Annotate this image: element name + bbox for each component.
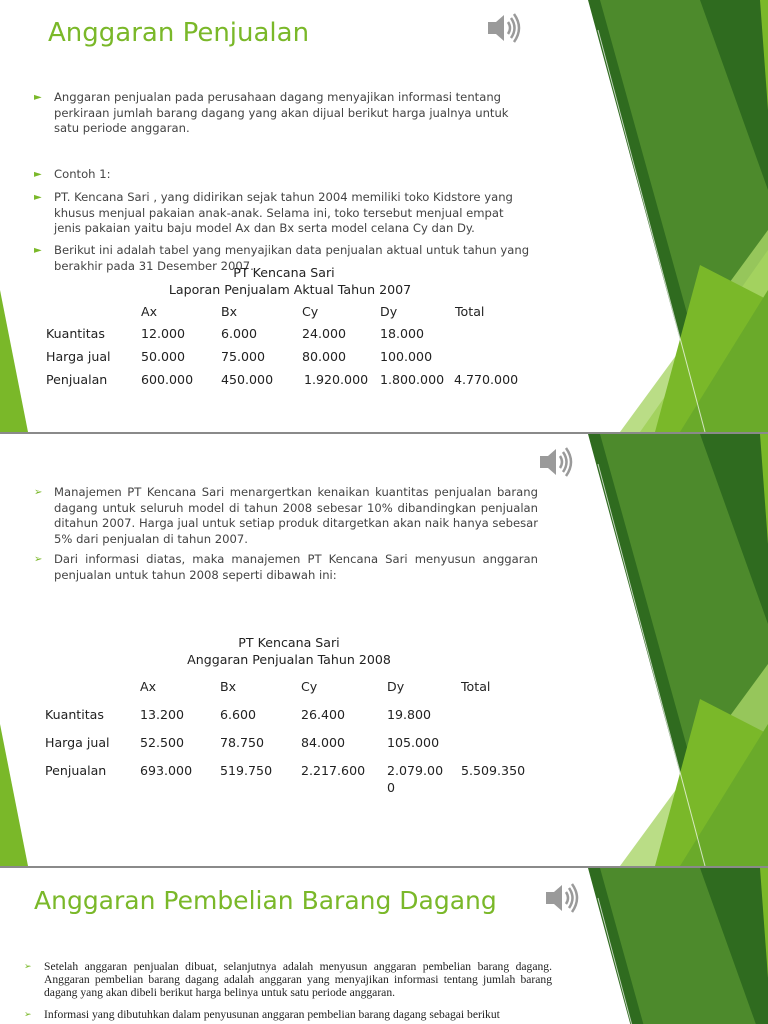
col-header-ax: Ax <box>141 304 158 319</box>
table-title: PT Kencana Sari <box>238 635 340 650</box>
cell: 24.000 <box>302 326 347 341</box>
cell-wrap: 0 <box>387 780 396 795</box>
slide-1 <box>0 0 768 432</box>
bullet-text: Dari informasi diatas, maka manajemen PT Kencana Sari menyusun anggaran penjualan untuk tahun 2008 seperti dibawah ini: <box>54 552 538 582</box>
col-header-bx: Bx <box>220 679 237 694</box>
chevron-bullet-icon: ➢ <box>34 487 43 498</box>
bullet-text: Berikut ini adalah tabel yang menyajikan data penjualan aktual untuk tahun yang berakhir pada 31 Desember 2007. <box>54 243 530 273</box>
cell: 84.000 <box>301 735 346 750</box>
row-label: Penjualan <box>45 763 107 778</box>
cell: 52.500 <box>140 735 185 750</box>
cell: 6.600 <box>220 707 257 722</box>
cell: 105.000 <box>387 735 440 750</box>
cell: 2.079.00 <box>387 763 444 778</box>
row-label: Harga jual <box>45 735 110 750</box>
cell: 1.800.000 <box>380 372 445 387</box>
bullet-text: Setelah anggaran penjualan dibuat, selanjutnya adalah menyusun anggaran pembelian barang dagang. Anggaran pembelian barang dagang adalah anggaran yang menyajikan informasi tentang jumlah barang dagang yang akan dibeli berikut harga belinya untuk satu periode anggaran. <box>44 960 552 999</box>
cell: 18.000 <box>380 326 425 341</box>
chevron-bullet-icon: ➢ <box>24 962 32 972</box>
cell: 13.200 <box>140 707 185 722</box>
cell: 6.000 <box>221 326 258 341</box>
cell: 75.000 <box>221 349 266 364</box>
col-header-ax: Ax <box>140 679 157 694</box>
slide-3 <box>0 868 768 1024</box>
table-subtitle: Laporan Penjualam Aktual Tahun 2007 <box>168 282 412 297</box>
chevron-bullet-icon: ➢ <box>24 1010 32 1020</box>
slide-title: Anggaran Penjualan <box>48 18 310 48</box>
cell: 50.000 <box>141 349 186 364</box>
bullet-text: Manajemen PT Kencana Sari menargertkan kenaikan kuantitas penjualan barang dagang untuk seluruh model di tahun 2008 sebesar 10% dibandingkan penjualan ditahun 2007. Harga jual untuk setiap produk ditargetkan akan naik hanya sebesar 5% dari penjualan di tahun 2007. <box>54 485 538 546</box>
col-header-dy: Dy <box>380 304 398 319</box>
table-subtitle: Anggaran Penjualan Tahun 2008 <box>187 652 391 667</box>
row-label: Harga jual <box>46 349 111 364</box>
row-label: Kuantitas <box>45 707 104 722</box>
cell: 5.509.350 <box>461 763 526 778</box>
slide-2 <box>0 434 768 866</box>
cell: 693.000 <box>140 763 193 778</box>
cell: 1.920.000 <box>304 372 369 387</box>
cell: 600.000 <box>141 372 194 387</box>
col-header-total: Total <box>455 304 485 319</box>
col-header-cy: Cy <box>301 679 318 694</box>
bullet-text: Contoh 1: <box>54 167 111 181</box>
bullet-text: Anggaran penjualan pada perusahaan dagang menyajikan informasi tentang perkiraan jumlah barang dagang yang akan dijual berikut harga jualnya untuk satu periode anggaran. <box>54 90 509 135</box>
speaker-icon[interactable] <box>542 878 582 918</box>
col-header-bx: Bx <box>221 304 238 319</box>
cell: 450.000 <box>221 372 274 387</box>
bullet-text: PT. Kencana Sari , yang didirikan sejak tahun 2004 memiliki toko Kidstore yang khusus menjual pakaian anak-anak. Selama ini, toko tersebut menjual empat jenis pakaian yaitu baju model Ax dan Bx serta model celana Cy dan Dy. <box>54 190 513 235</box>
chevron-bullet-icon: ➢ <box>34 554 43 565</box>
cell: 12.000 <box>141 326 186 341</box>
table-title: PT Kencana Sari <box>233 265 335 280</box>
speaker-icon[interactable] <box>484 8 524 48</box>
bullet-text: Informasi yang dibutuhkan dalam penyusunan anggaran pembelian barang dagang sebagai berikut <box>44 1008 500 1021</box>
cell: 100.000 <box>380 349 433 364</box>
col-header-total: Total <box>461 679 491 694</box>
col-header-dy: Dy <box>387 679 405 694</box>
cell: 519.750 <box>220 763 273 778</box>
slide-title: Anggaran Pembelian Barang Dagang <box>34 886 497 915</box>
arrow-bullet-icon: ► <box>34 192 42 203</box>
arrow-bullet-icon: ► <box>34 245 42 256</box>
cell: 4.770.000 <box>454 372 519 387</box>
arrow-bullet-icon: ► <box>34 92 42 103</box>
col-header-cy: Cy <box>302 304 319 319</box>
cell: 2.217.600 <box>301 763 366 778</box>
cell: 26.400 <box>301 707 346 722</box>
row-label: Penjualan <box>46 372 108 387</box>
cell: 80.000 <box>302 349 347 364</box>
speaker-icon[interactable] <box>536 442 576 482</box>
row-label: Kuantitas <box>46 326 105 341</box>
cell: 78.750 <box>220 735 265 750</box>
arrow-bullet-icon: ► <box>34 169 42 180</box>
cell: 19.800 <box>387 707 432 722</box>
